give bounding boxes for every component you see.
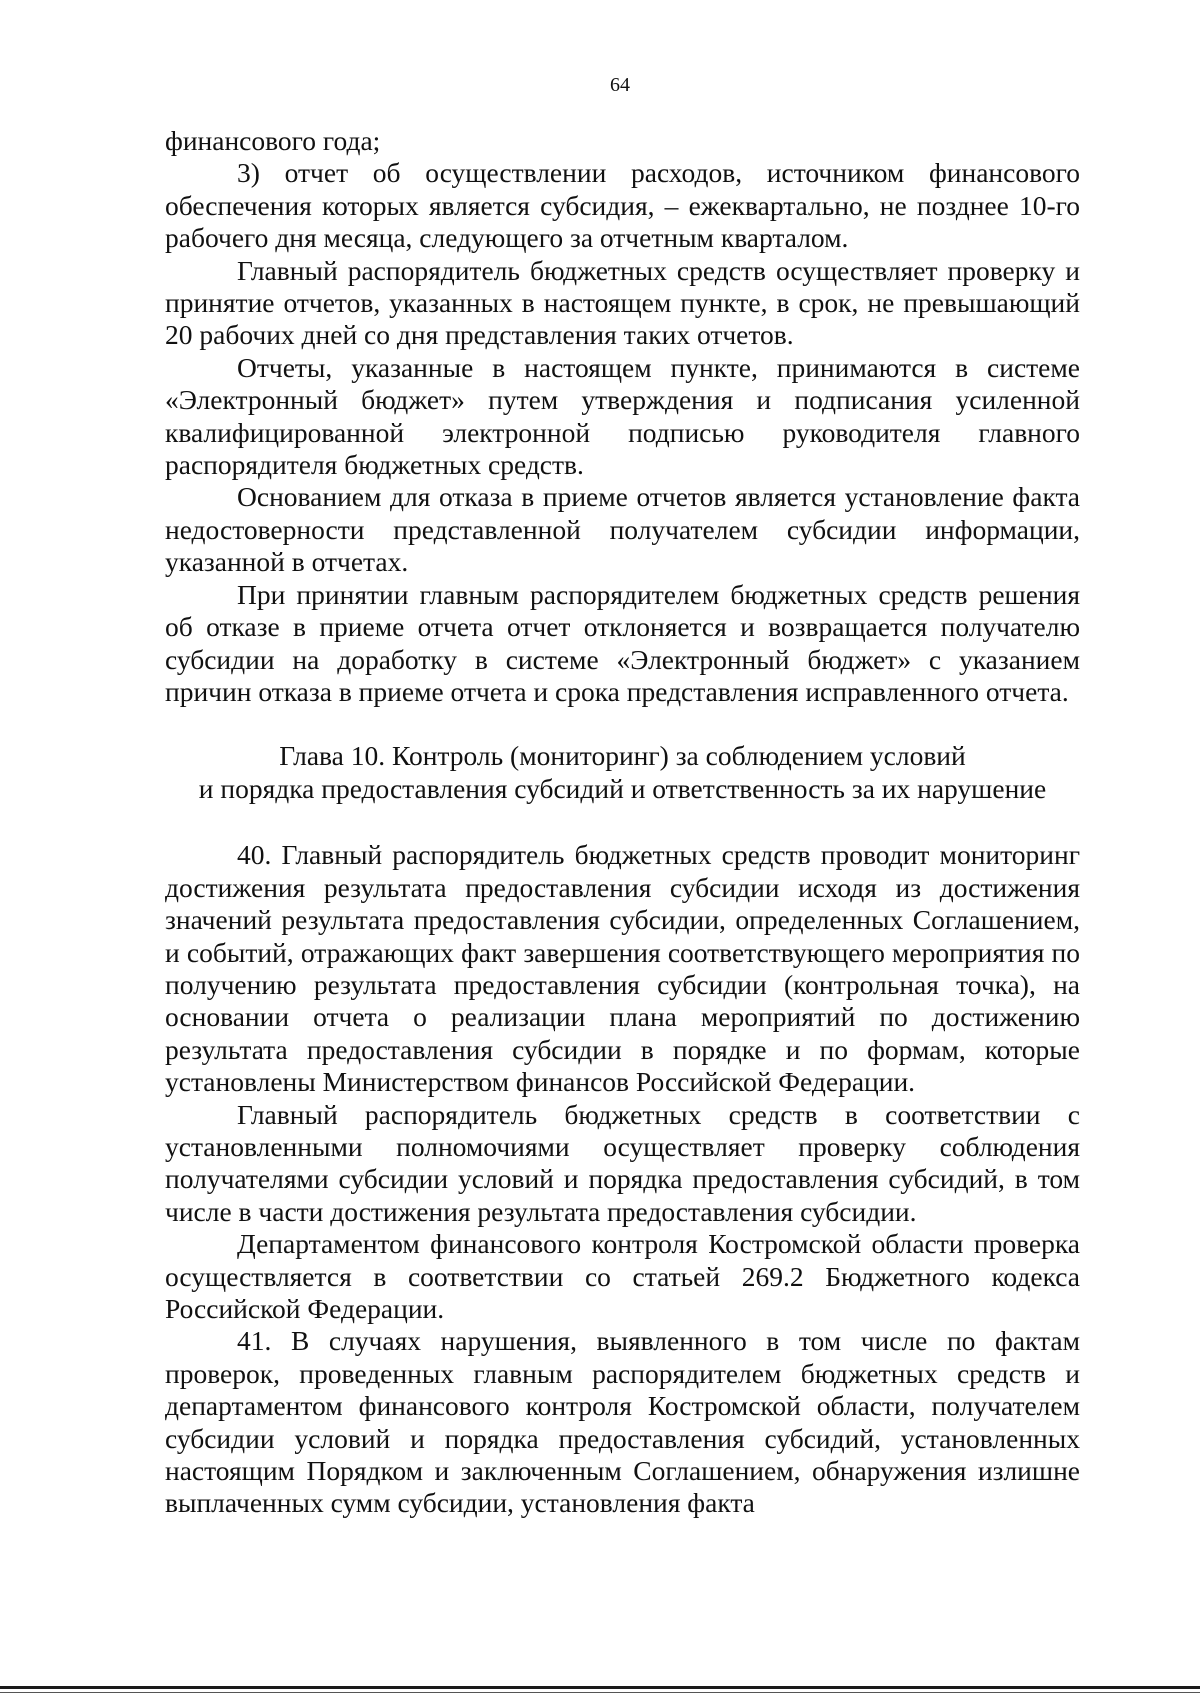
chapter-heading-line: Глава 10. Контроль (мониторинг) за соблюдением условий: [279, 740, 966, 772]
paragraph: Главный распорядитель бюджетных средств в соответствии с установленными полномочиями осуществляет проверку соблюдения получателями субсидии условий и порядка предоставления субсидий, в том числе в части достижения результата предоставления субсидии.: [165, 1098, 1080, 1227]
chapter-heading-line: и порядка предоставления субсидий и ответственность за их нарушение: [198, 772, 1047, 804]
paragraph: 41. В случаях нарушения, выявленного в том числе по фактам проверок, проведенных главным распорядителем бюджетных средств и департаментом финансового контроля Костромской области, получателем субсидии условий и порядка предоставления субсидий, установленных настоящим Порядком и заключенным Соглашением, обнаружения излишне выплаченных сумм субсидии, установления факта: [165, 1325, 1080, 1519]
page-number: 64: [610, 74, 630, 96]
chapter-heading: [165, 740, 1080, 805]
paragraph: 40. Главный распорядитель бюджетных средств проводит мониторинг достижения результата предоставления субсидии исходя из достижения значений результата предоставления субсидии, определенных Соглашением, и событий, отражающих факт завершения соответствующего мероприятия по получению результата предоставления субсидии (контрольная точка), на основании отчета о реализации плана мероприятий по достижению результата предоставления субсидии в порядке и по формам, которые установлены Министерством финансов Российской Федерации.: [165, 839, 1080, 1098]
document-body: [165, 125, 1080, 1520]
scan-bottom-edge: [0, 1686, 1200, 1689]
paragraph: Отчеты, указанные в настоящем пункте, принимаются в системе «Электронный бюджет» путем утверждения и подписания усиленной квалифицированной электронной подписью руководителя главного распорядителя бюджетных средств.: [165, 351, 1080, 481]
scan-bottom-edge-thin: [0, 1692, 1200, 1693]
paragraph: 3) отчет об осуществлении расходов, источником финансового обеспечения которых является субсидия, – ежеквартально, не позднее 10-го рабочего дня месяца, следующего за отчетным кварталом.: [165, 157, 1080, 254]
paragraph: Главный распорядитель бюджетных средств осуществляет проверку и принятие отчетов, указанных в настоящем пункте, в срок, не превышающий 20 рабочих дней со дня представления таких отчетов.: [165, 254, 1080, 351]
paragraph: Основанием для отказа в приеме отчетов является установление факта недостоверности представленной получателем субсидии информации, указанной в отчетах.: [165, 481, 1080, 578]
paragraph: финансового года;: [165, 125, 381, 156]
paragraph: При принятии главным распорядителем бюджетных средств решения об отказе в приеме отчета отчет отклоняется и возвращается получателю субсидии на доработку в системе «Электронный бюджет» с указанием причин отказа в приеме отчета и срока представления исправленного отчета.: [165, 578, 1080, 707]
paragraph: Департаментом финансового контроля Костромской области проверка осуществляется в соответствии со статьей 269.2 Бюджетного кодекса Российской Федерации.: [165, 1228, 1080, 1324]
